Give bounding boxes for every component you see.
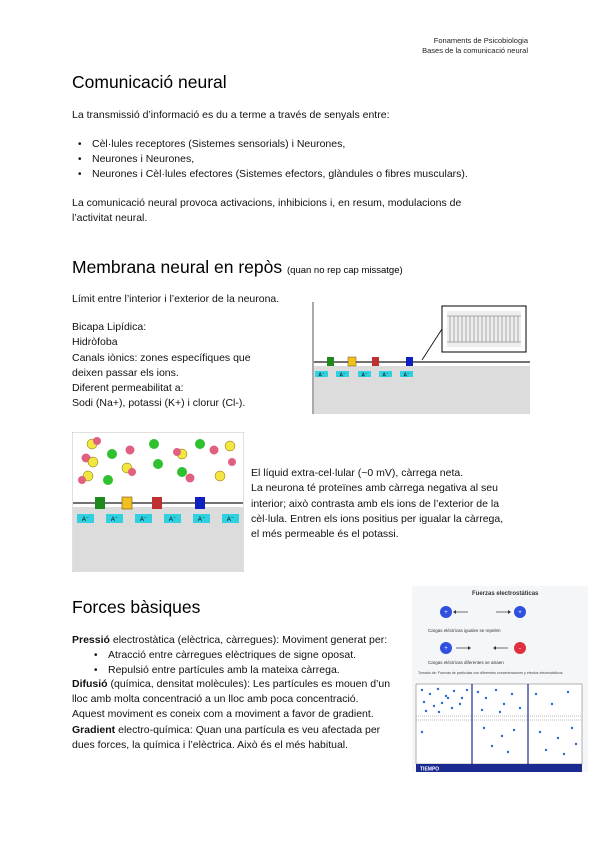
section-title-membrana [72,257,403,278]
svg-text:A⁻: A⁻ [139,517,148,523]
svg-text:+: + [444,610,448,616]
svg-text:-: - [519,646,521,652]
svg-text:A⁻: A⁻ [197,517,206,523]
paragraph-line: La neurona té proteïnes amb càrrega negativa al seu [251,482,498,495]
extracellular-fluid-text [251,466,503,542]
ion-membrane-diagram [72,432,244,572]
document-header [422,36,528,56]
note-line: Diferent permeabilitat a: [72,382,184,395]
figure-title: Fuerzas electrostáticas [472,591,539,597]
paragraph-line: dues forces, la química i l’elèctrica. Això és el més habitual. [72,738,349,751]
paragraph-line: El líquid extra-cel·lular (~0 mV), càrrega neta. [251,467,464,479]
paragraph-line: interior; això contrasta amb els ions de l’exterior de la [251,497,500,510]
paragraph-line: l’activitat neural. [72,212,148,225]
list-item: • Neurones i Neurones, [72,152,468,167]
header-topic: Bases de la comunicació neural [422,46,528,55]
section1-bullet-list [72,137,468,182]
section1-intro: La transmissió d’informació es du a terme a través de senyals entre: [72,109,390,121]
note-line: Sodi (Na+), potassi (K+) i clorur (Cl-). [72,397,246,410]
paragraph-line: el més permeable és el potassi. [251,528,399,541]
time-label: TIEMPO [420,766,440,772]
svg-text:+: + [518,610,522,616]
figure-source: Tomado de: Fuerzas de partículas con diferentes concentraciones y efectos electrostáticos. [418,671,564,675]
svg-text:+: + [444,646,448,652]
paragraph-line: lloc amb molta concentració a un lloc amb poca concentració. [72,693,359,706]
svg-text:A⁻: A⁻ [339,372,346,379]
caption-attract: Cargas eléctricas diferentes se atraen [428,660,504,665]
section-title-forces: Forces bàsiques [72,597,201,617]
term-gradient: Gradient [72,723,116,736]
svg-text:A⁻: A⁻ [382,372,389,379]
caption-repel: Cargas eléctricas iguales se repelen [428,628,501,633]
ion-channel-blue [195,497,205,509]
svg-text:A⁻: A⁻ [361,372,368,379]
svg-text:A⁻: A⁻ [226,517,235,523]
ion-channel-yellow [122,497,132,509]
gradient-line: Gradient electro-química: Quan una partícula es veu afectada per [72,723,381,736]
svg-text:A⁻: A⁻ [110,517,119,523]
section-title-comunicacio: Comunicació neural [72,72,227,92]
ion-channel-red [372,357,379,366]
ion-channel-blue [406,357,413,366]
list-item: • Neurones i Cèl·lules efectores (Sistemes efectors, glàndules o fibres musculars). [72,167,468,182]
term-pressio: Pressió [72,634,110,646]
pressio-line [72,633,387,648]
pressio-bullet-list [88,648,356,678]
paragraph-line: Aquest moviment es coneix com a moviment a favor de gradient. [72,708,374,721]
membrane-diagram [308,300,530,416]
difusio-line: Difusió (química, densitat molècules): Les partícules es mouen d’un [72,678,391,690]
ion-channel-yellow [348,357,356,366]
note-line: deixen passar els ions. [72,366,179,379]
zoom-connector [422,329,442,360]
section2-title-text: Membrana neural en repòs [72,257,283,277]
note-line: Bicapa Lipídica: [72,321,147,333]
list-item: • Atracció entre càrregues elèctriques de signe oposat. [88,648,356,663]
list-item: • Repulsió entre partícules amb la mateixa càrrega. [88,663,356,678]
section2-membrane-notes [72,320,251,412]
svg-text:A⁻: A⁻ [403,372,410,379]
section1-paragraph [72,196,461,227]
pressio-text: electrostàtica (elèctrica, càrregues): Moviment generat per: [109,634,388,646]
difusio-gradient-text [72,677,390,753]
note-line: Canals iònics: zones específiques que [72,351,251,364]
ion-channel-green [327,357,334,366]
header-course: Fonaments de Psicobiologia [433,36,528,45]
section2-subtitle: (quan no rep cap missatge) [287,265,403,276]
diffusion-panel [416,684,582,764]
list-item: • Cèl·lules receptores (Sistemes sensorials) i Neurones, [72,137,468,152]
svg-text:A⁻: A⁻ [168,517,177,523]
ion-channel-red [152,497,162,509]
ion-channel-green [95,497,105,509]
term-difusio: Difusió [72,678,108,690]
paragraph-line: cèl·lula. Entren els ions positius per igualar la càrrega, [251,512,504,525]
section2-limit: Límit entre l’interior i l’exterior de la neurona. [72,293,280,305]
svg-text:A⁻: A⁻ [81,517,90,523]
cytoplasm-region [73,507,243,571]
time-bar [416,764,582,772]
electrostatic-forces-figure [412,586,588,772]
paragraph-line: La comunicació neural provoca activacions, inhibicions i, en resum, modulacions de [72,197,462,209]
note-line: Hidròfoba [72,336,118,349]
svg-text:A⁻: A⁻ [318,372,325,379]
